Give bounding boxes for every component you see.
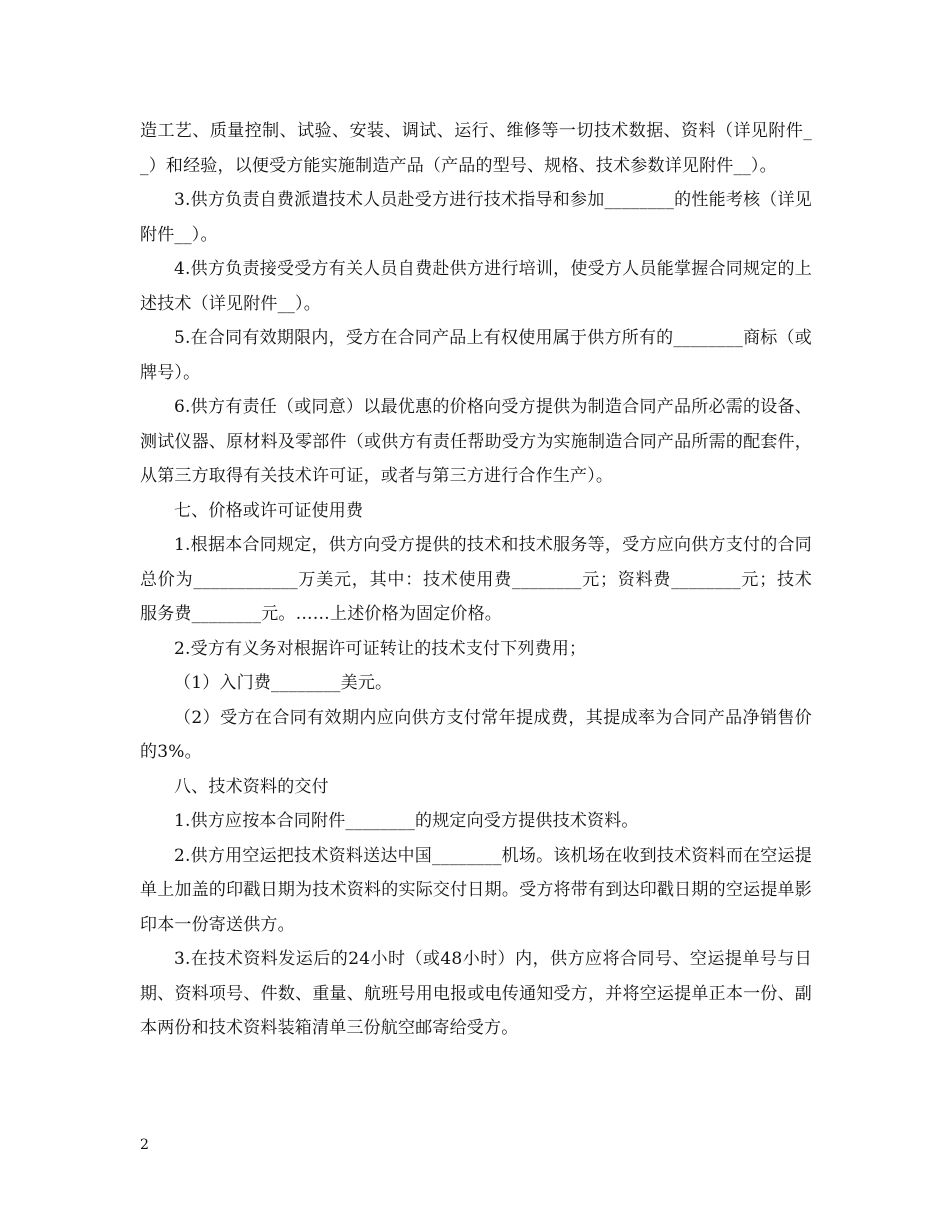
paragraph: （1）入门费________美元。 (174, 673, 393, 693)
paragraph: 2.供方用空运把技术资料送达中国________机场。该机场在收到技术资料而在空运提单上加盖的印戳日期为技术资料的实际交付日期。受方将带有到达印戳日期的空运提单影印本一份寄送供方。 (140, 845, 812, 935)
paragraph: 3.在技术资料发运后的24小时（或48小时）内，供方应将合同号、空运提单号与日期、资料项号、件数、重量、航班号用电报或电传通知受方，并将空运提单正本一份、副本两份和技术资料装箱清单三份航空邮寄给受方。 (140, 949, 812, 1038)
paragraph: 造工艺、质量控制、试验、安装、调试、运行、维修等一切技术数据、资料（详见附件__）和经验，以便受方能实施制造产品（产品的型号、规格、技术参数详见附件__）。 (140, 121, 812, 176)
paragraph: 5.在合同有效期限内，受方在合同产品上有权使用属于供方所有的________商标（或牌号）。 (140, 328, 812, 383)
document-body (140, 114, 812, 1046)
section-heading: 七、价格或许可证使用费 (174, 500, 364, 521)
page-number: 2 (140, 1137, 149, 1153)
paragraph: 4.供方负责接受受方有关人员自费赴供方进行培训，使受方人员能掌握合同规定的上述技术（详见附件__）。 (140, 259, 812, 314)
paragraph: 3.供方负责自费派遣技术人员赴受方进行技术指导和参加________的性能考核（详见附件__）。 (140, 190, 812, 245)
paragraph: （2）受方在合同有效期内应向供方支付常年提成费，其提成率为合同产品净销售价的3%。 (140, 707, 812, 762)
paragraph: 2.受方有义务对根据许可证转让的技术支付下列费用； (174, 638, 587, 659)
paragraph: 1.根据本合同规定，供方向受方提供的技术和技术服务等，受方应向供方支付的合同总价为____________万美元，其中：技术使用费________元；资料费________元；技术服务费________元。……上述价格为固定价格。 (140, 535, 812, 624)
paragraph: 6.供方有责任（或同意）以最优惠的价格向受方提供为制造合同产品所必需的设备、测试仪器、原材料及零部件（或供方有责任帮助受方为实施制造合同产品所需的配套件，从第三方取得有关技术许可证，或者与第三方进行合作生产）。 (140, 397, 812, 486)
section-heading: 八、技术资料的交付 (174, 776, 329, 797)
paragraph: 1.供方应按本合同附件________的规定向受方提供技术资料。 (174, 811, 639, 831)
